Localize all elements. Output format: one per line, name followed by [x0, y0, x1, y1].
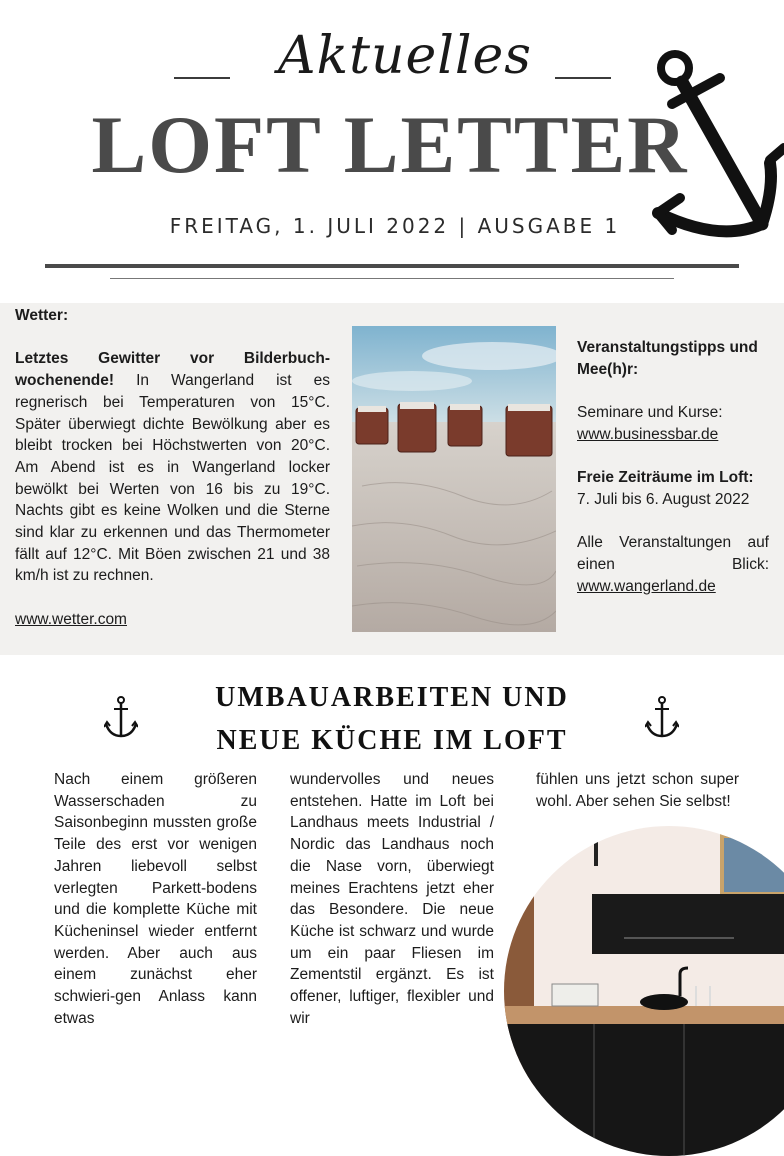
- kitchen-photo: [504, 826, 784, 1156]
- divider-thick: [45, 264, 739, 268]
- script-title: Aktuelles: [278, 26, 532, 86]
- beach-chairs-photo: [352, 326, 556, 632]
- all-events-label: Alle Veranstaltungen auf einen Blick:: [577, 534, 769, 573]
- issue-dateline: FREITAG, 1. JULI 2022 | AUSGABE 1: [169, 214, 621, 238]
- decorative-rule-left: [174, 77, 230, 79]
- article-column-1: Nach einem größeren Wasserschaden zu Saisonbeginn mussten große Teile des erst vor wenigen Jahren liebevoll selbst verlegten Parkett-bodens und die komplette Küche mit Kücheninsel wieder entfernt werden. Aber auch aus einem zunächst eher schwieri-gen Anlass kann etwas: [54, 771, 257, 1027]
- rooms-dates: 7. Juli bis 6. August 2022: [577, 490, 750, 508]
- rooms-heading: Freie Zeiträume im Loft:: [577, 469, 754, 487]
- article-column-3: fühlen uns jetzt schon super wohl. Aber sehen Sie selbst!: [536, 771, 739, 810]
- article-title-line1: UMBAUARBEITEN UND: [215, 682, 569, 713]
- anchor-icon: [645, 696, 679, 740]
- weather-body: In Wangerland ist es regnerisch bei Temperaturen von 15°C. Später überwiegt dichte Bewölkung aber es bleibt trocken bei Höchstwerten von 20°C. Am Abend ist es in Wangerland locker bewölkt bei Werten von 16 bis zu 19°C. Nachts gibt es keine Wolken und die Sterne sind klar zu erkennen und das Thermometer fällt auf 12°C. Mit Böen zwischen 21 und 38 km/h ist zu rechnen.: [15, 372, 331, 585]
- divider-thin: [110, 278, 674, 279]
- anchor-icon: [650, 48, 784, 238]
- seminars-link[interactable]: www.businessbar.de: [577, 425, 719, 443]
- events-section: [577, 337, 769, 619]
- events-heading: Veranstaltungstipps und Mee(h)r:: [577, 339, 758, 378]
- masthead: [0, 0, 784, 300]
- weather-lead: Letztes Gewitter vor Bilderbuch-wochenende!: [15, 350, 330, 390]
- all-events-link[interactable]: www.wangerland.de: [577, 577, 716, 595]
- article-column-2: wundervolles und neues entstehen. Hatte im Loft bei Landhaus meets Industrial / Nordic das Landhaus noch die Nase vorn, überwiegt meines Erachtens jetzt eher das Besondere. Die neue Küche ist schwarz und wurde um ein paar Fliesen im Zementstil ergänzt. Es ist offener, luftiger, flexibler und wir: [290, 771, 494, 1027]
- article-title: [170, 676, 614, 762]
- weather-section: [15, 305, 330, 631]
- seminars-label: Seminare und Kurse:: [577, 404, 723, 422]
- weather-heading: Wetter:: [15, 307, 69, 324]
- decorative-rule-right: [555, 77, 611, 79]
- anchor-icon: [104, 696, 138, 740]
- weather-link[interactable]: www.wetter.com: [15, 610, 127, 628]
- article-title-line2: NEUE KÜCHE IM LOFT: [216, 725, 568, 756]
- newsletter-title: LOFT LETTER: [91, 99, 689, 190]
